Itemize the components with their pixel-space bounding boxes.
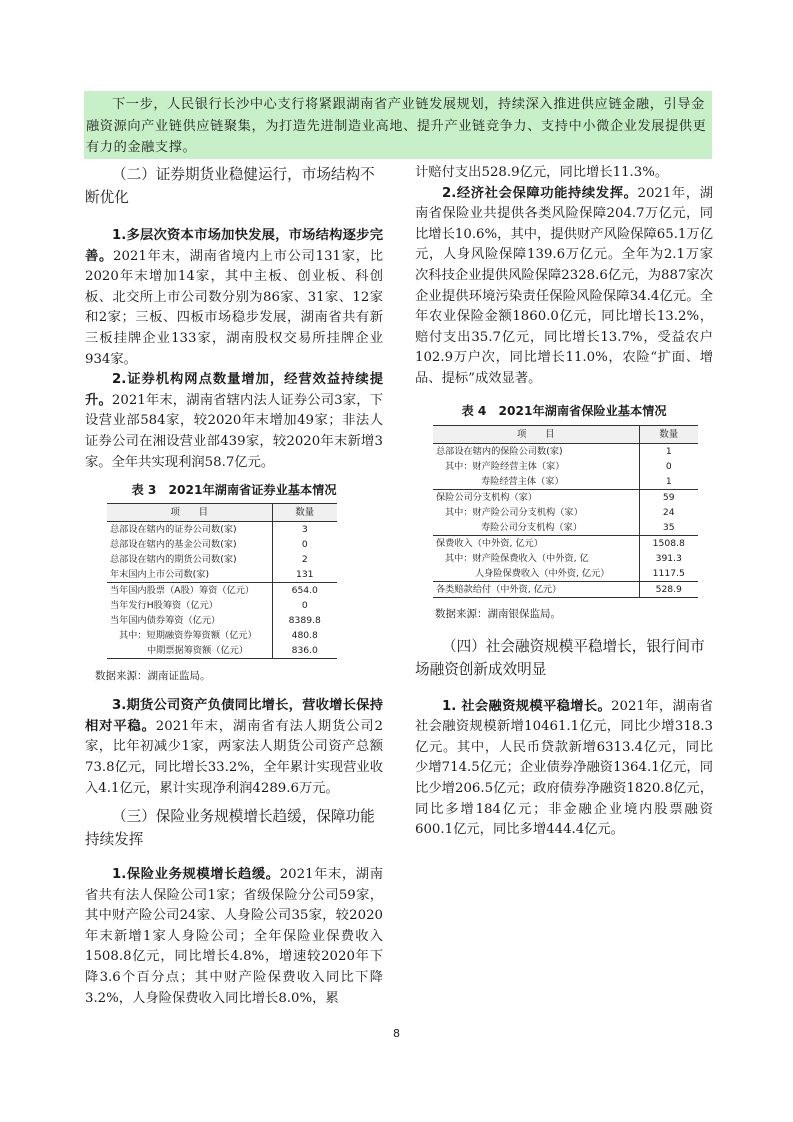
table-row: 各类赔款给付（中外资, 亿元） 528.9 [433,581,698,597]
paragraph-insurance-scale [85,865,383,1009]
paragraph-text: 2021年，湖南省社会融资规模新增10461.1亿元，同比少增318.3亿元。其中，人民币贷款新增6313.4亿元，同比少增714.5亿元；企业债券净融资1364.1亿元，同比少增206.5亿元；政府债券净融资1820.8亿元，同比多增184亿元；非金融企业境内股票融资600.1亿元，同比多增444.4亿元。 [415,698,713,838]
section-heading-insurance: （三）保险业务规模增长趋缓，保障功能持续发挥 [85,808,375,849]
paragraph-continuation: 计赔付支出528.9亿元，同比增长11.3%。 [415,165,669,180]
table-row: 其中：财产险经营主体（家） 0 [433,459,698,474]
table3-caption: 表 3 2021年湖南省证券业基本情况 [131,483,337,498]
paragraph-lead: 2.经济社会保障功能持续发挥。 [442,185,638,201]
paragraph-capital-market [85,226,383,370]
paragraph-lead: 3.期货公司资产负债同比增长，营收增长保持相对平稳。 [85,698,383,734]
table4-caption: 表 4 2021年湖南省保险业基本情况 [461,403,667,418]
table-header-item: 项 目 [433,425,639,443]
table-row: 中期票据筹资额（亿元） 836.0 [107,643,337,659]
right-column [415,163,713,841]
table-header-count: 数量 [639,425,698,443]
paragraph-text: 2021年，湖南省保险业共提供各类风险保障204.7万亿元，同比增长10.6%，其中，提供财产风险保障65.1万亿元，人身风险保障139.6万亿元。全年为2.1万家次科技企业提供风险保障2328.6亿元，为887家次企业提供环境污染责任保险风险保障34.4亿元。全年农业保险金额1860.0亿元，同比增长13.2%，赔付支出35.7亿元，同比增长13.7%，受益农户102.9万户次，同比增长11.0%，农险“扩面、增品、提标”成效显著。 [415,185,713,386]
paragraph-lead: 1.保险业务规模增长趋缓。 [112,867,280,883]
table-row: 当年国内债券筹资（亿元） 8389.8 [107,613,337,628]
section-heading-financing: （四）社会融资规模平稳增长，银行间市场融资创新成效明显 [415,637,705,678]
table-row: 总部设在辖内的基金公司数(家) 0 [107,537,337,552]
table-row: 总部设在辖内的保险公司数(家) 1 [433,443,698,459]
paragraph-text: 2021年末，湖南省共有法人保险公司1家；省级保险分公司59家，其中财产险公司24家、人身险公司35家，较2020年末新增1家人身险公司；全年保险业保费收入1508.8亿元，同比增长4.8%，增速较2020年下降3.6个百分点；其中财产险保费收入同比下降3.2%，人身险保费收入同比增长8.0%，累 [85,867,383,1006]
table-row: 当年发行H股筹资（亿元） 0 [107,598,337,613]
table-row: 其中：财产险保费收入（中外资, 亿 391.3 [433,551,698,566]
section-heading-securities: （二）证券期货业稳健运行，市场结构不断优化 [85,166,375,206]
table-row: 总部设在辖内的期货公司数(家) 2 [107,552,337,567]
table-row: 人身险保费收入（中外资, 亿元） 1117.5 [433,566,698,582]
table-row: 年末国内上市公司数(家) 131 [107,567,337,583]
paragraph-text: 2021年末，湖南省境内上市公司131家，比2020年末增加14家，其中主板、创业板、科创板、北交所上市公司数分别为86家、31家、12家和2家；三板、四板市场稳步发展，湖南省共有新三板挂牌企业133家，湖南股权交易所挂牌企业934家。 [85,248,384,367]
table-row: 保费收入（中外资, 亿元） 1508.8 [433,535,698,551]
paragraph-text: 2021年末，湖南省辖内法人证券公司3家，下设营业部584家，较2020年末增加49家；非法人证券公司在湘设营业部439家，较2020年末新增3家。全年共实现利润58.7亿元。 [85,392,383,470]
table-row: 寿险经营主体（家） 1 [433,474,698,490]
paragraph-lead: 1.多层次资本市场加快发展，市场结构逐步完善。 [85,228,383,264]
paragraph-text: 2021年末，湖南省有法人期货公司2家，比年初减少1家，两家法人期货公司资产总额73.8亿元，同比增长33.2%，全年累计实现营业收入4.1亿元，累计实现净利润4289.6万元。 [85,718,383,796]
table-row: 保险公司分支机构（家） 59 [433,489,698,505]
table-row: 总部设在辖内的证券公司数(家) 3 [107,522,337,538]
table-row: 寿险公司分支机构（家） 35 [433,520,698,536]
table-row: 当年国内股票（A股）筹资（亿元） 654.0 [107,583,337,599]
paragraph-securities-institutions [85,370,383,473]
paragraph-social-financing [415,697,713,841]
table3-source: 数据来源：湖南证监局。 [95,670,211,683]
table-header-count: 数量 [272,504,337,522]
left-column [85,163,383,1009]
table3-securities [107,503,337,659]
table-row: 其中：短期融资券筹资额（亿元） 480.8 [107,628,337,643]
paragraph-insurance-protection [415,184,713,390]
table4-insurance [433,425,698,598]
paragraph-futures [85,696,383,799]
table-header-item: 项 目 [107,504,272,522]
paragraph-lead: 1. 社会融资规模平稳增长。 [442,698,612,714]
paragraph-lead: 2.证券机构网点数量增加，经营效益持续提升。 [85,372,383,408]
table-row: 其中：财产险公司分支机构（家） 24 [433,505,698,520]
intro-paragraph: 下一步，人民银行长沙中心支行将紧跟湖南省产业链发展规划，持续深入推进供应链金融，引导金融资源向产业链供应链聚集，为打造先进制造业高地、提升产业链竞争力、支持中小微企业发展提供更有力的金融支撑。 [84,91,712,159]
page-number: 8 [393,1027,400,1040]
table4-source: 数据来源：湖南银保监局。 [435,607,561,620]
